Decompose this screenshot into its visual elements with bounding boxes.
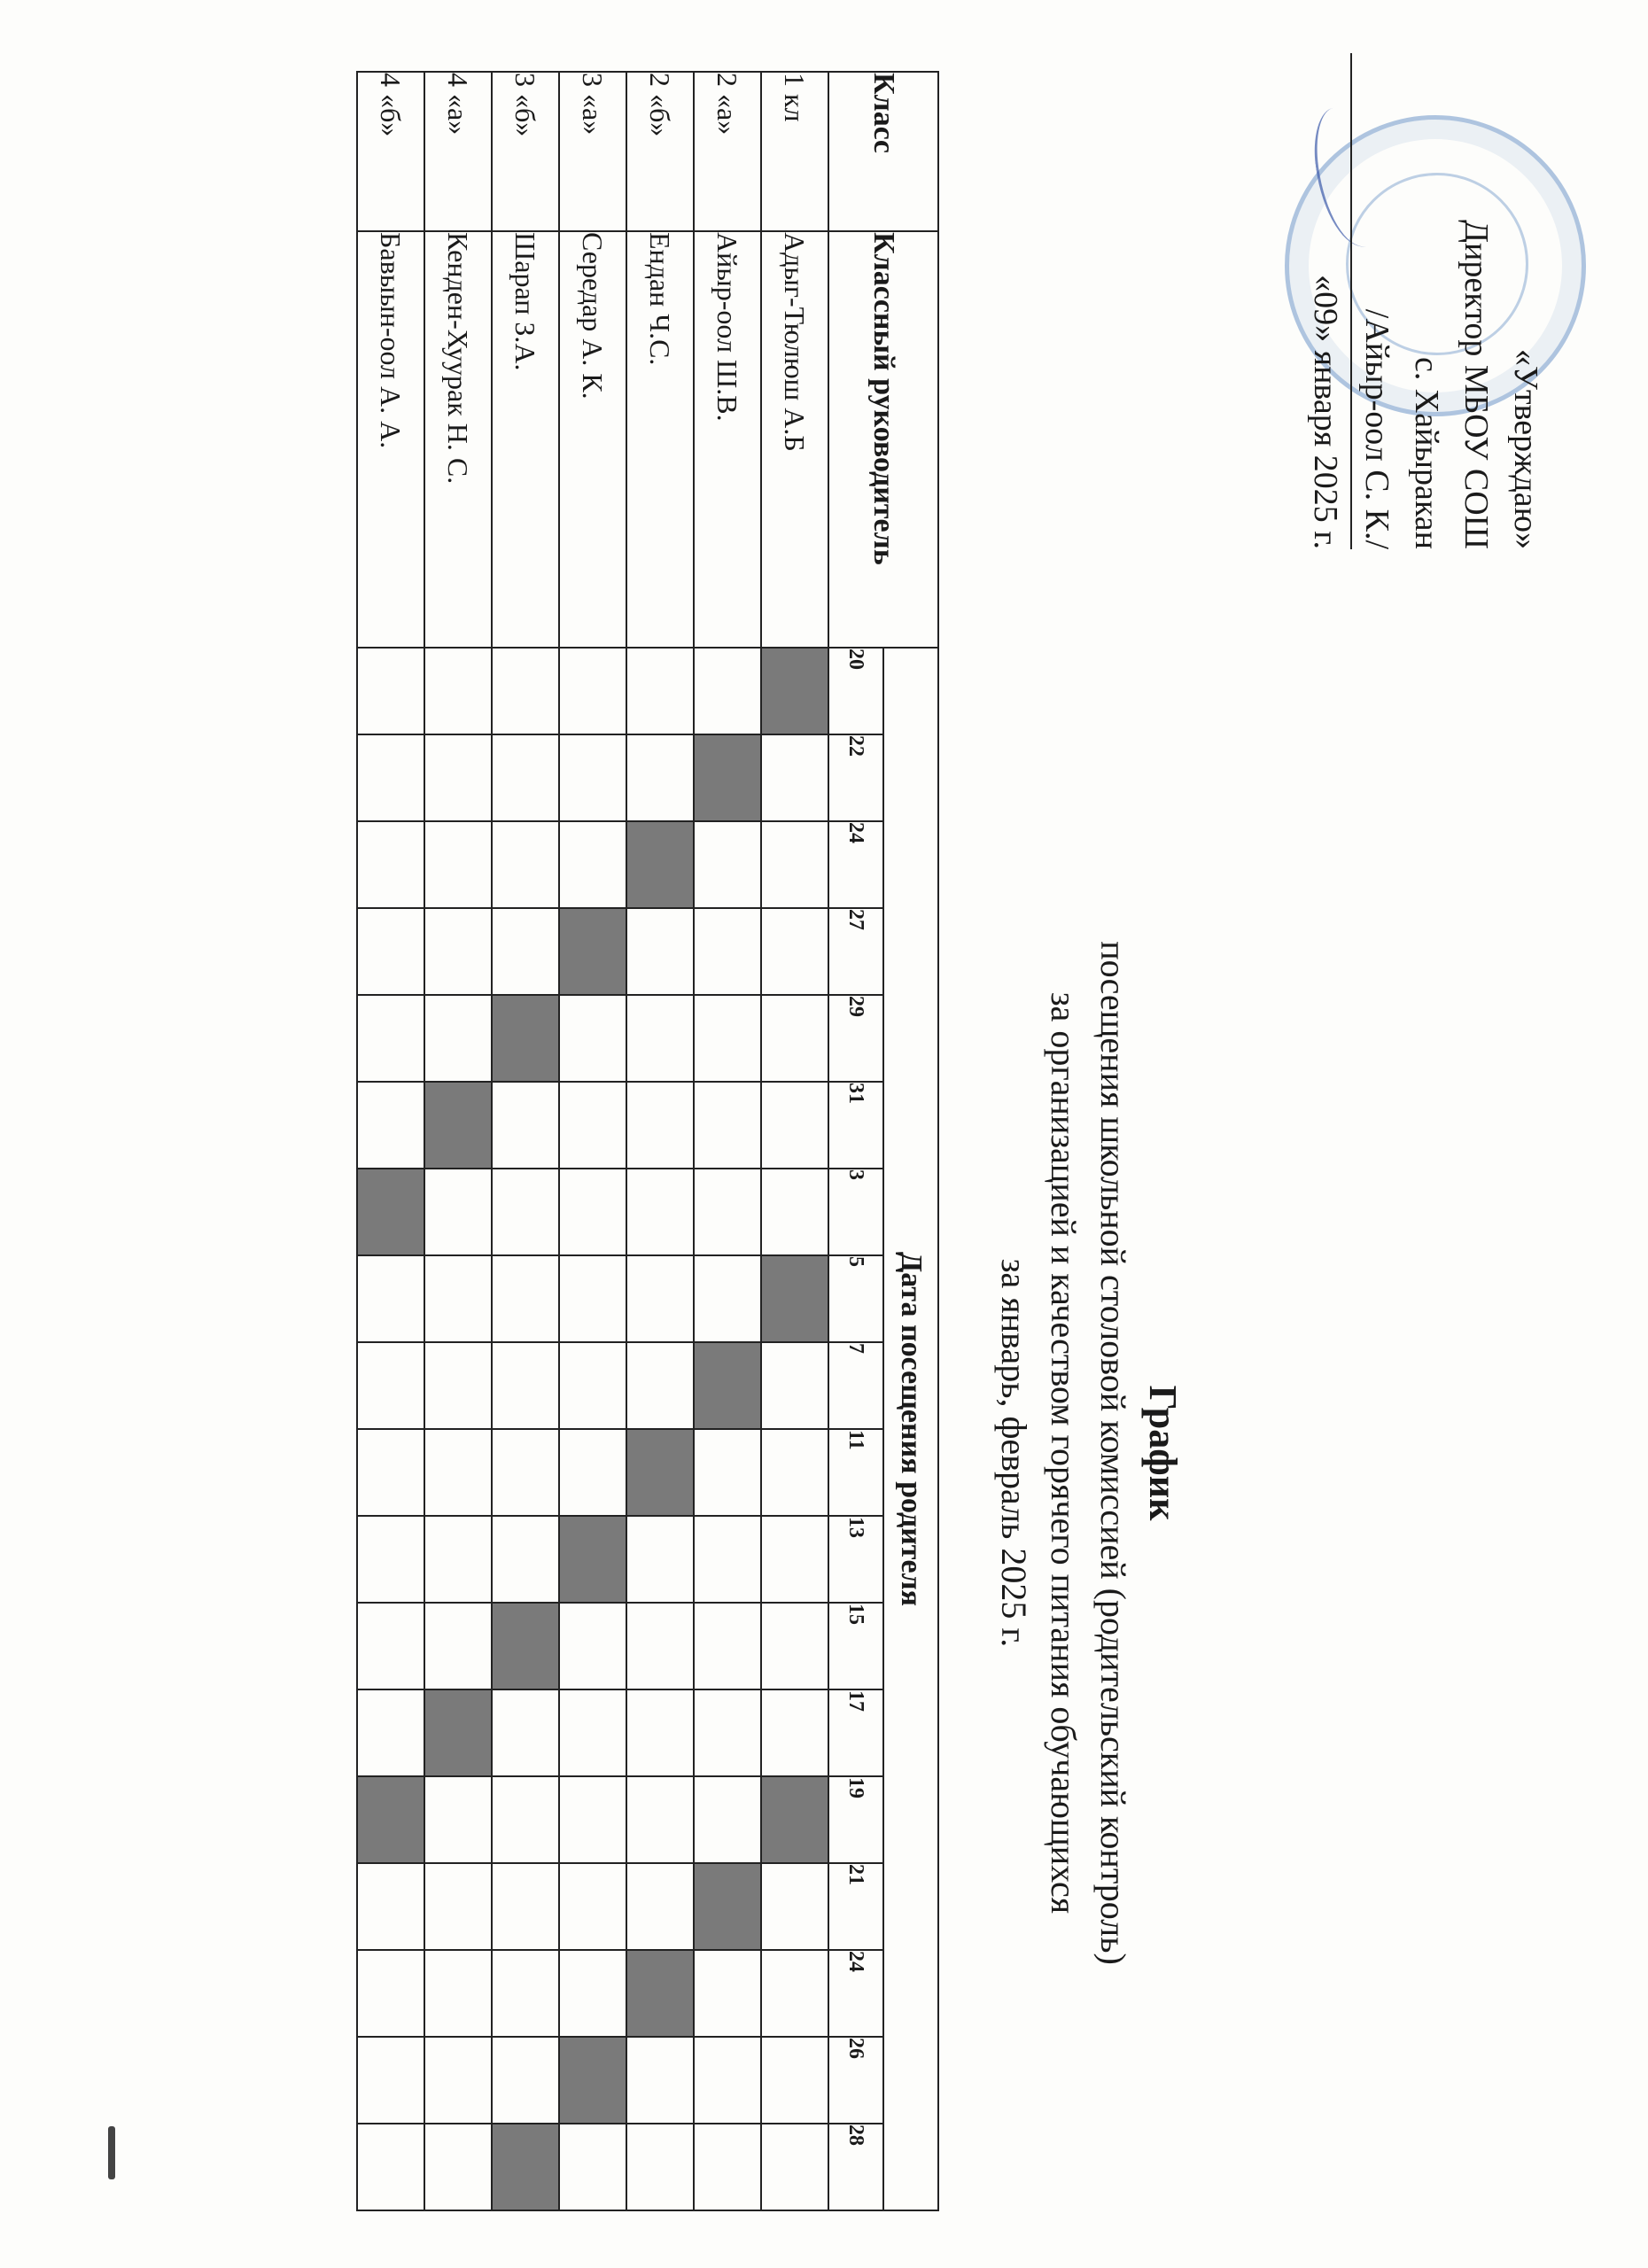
visit-cell: [492, 1776, 559, 1863]
day-header: 17: [828, 1689, 883, 1776]
approval-date: «09» января 2025 г.: [1307, 275, 1344, 549]
visit-cell: [357, 734, 424, 821]
visit-cell-shaded: [492, 2124, 559, 2210]
visit-cell: [761, 1516, 828, 1603]
visit-cell: [424, 908, 492, 995]
visit-cell: [357, 2124, 424, 2210]
visit-cell: [357, 1689, 424, 1776]
visit-cell: [424, 1342, 492, 1429]
visit-cell: [424, 1603, 492, 1689]
visit-cell: [761, 1082, 828, 1169]
approval-block: [1301, 53, 1551, 549]
visit-cell: [357, 995, 424, 1082]
visit-cell-shaded: [626, 1429, 694, 1516]
visit-cell-shaded: [761, 1255, 828, 1342]
visit-cell: [492, 1429, 559, 1516]
day-header: 24: [828, 821, 883, 908]
day-header: 15: [828, 1603, 883, 1689]
visit-cell-shaded: [357, 1169, 424, 1255]
visit-cell: [424, 1169, 492, 1255]
visit-cell: [492, 648, 559, 734]
visit-cell: [626, 1516, 694, 1603]
day-header: 20: [828, 648, 883, 734]
class-cell: 1 кл: [761, 72, 828, 231]
day-header: 21: [828, 1863, 883, 1950]
visit-cell: [424, 1516, 492, 1603]
visit-cell: [424, 1776, 492, 1863]
visit-cell: [492, 1082, 559, 1169]
visit-cell: [694, 1603, 761, 1689]
header-teacher: Классный руководитель: [828, 231, 938, 648]
class-cell: 3 «б»: [492, 72, 559, 231]
visit-cell: [559, 1776, 626, 1863]
visit-cell-shaded: [761, 648, 828, 734]
visit-cell: [626, 648, 694, 734]
approval-line: Директор МБОУ СОШ: [1458, 220, 1495, 549]
visit-cell: [626, 1863, 694, 1950]
visit-cell: [694, 2037, 761, 2124]
table-row: [761, 72, 828, 2210]
visit-cell: [626, 908, 694, 995]
approval-line: «Утверждаю»: [1507, 349, 1544, 549]
teacher-cell: Ендан Ч.С.: [626, 231, 694, 648]
visit-cell: [357, 1255, 424, 1342]
visit-cell: [694, 821, 761, 908]
class-cell: 4 «б»: [357, 72, 424, 231]
visit-cell: [424, 1863, 492, 1950]
class-cell: 3 «а»: [559, 72, 626, 231]
visit-cell: [357, 821, 424, 908]
visit-cell-shaded: [492, 995, 559, 1082]
visit-cell: [424, 1255, 492, 1342]
visit-cell: [694, 1950, 761, 2037]
visit-cell-shaded: [694, 1863, 761, 1950]
title-line: за январь, февраль 2025 г.: [994, 1258, 1034, 1648]
visit-cell: [694, 1689, 761, 1776]
day-header: 11: [828, 1429, 883, 1516]
visit-cell-shaded: [492, 1603, 559, 1689]
visit-cell: [761, 734, 828, 821]
day-header: 24: [828, 1950, 883, 2037]
day-header: 22: [828, 734, 883, 821]
visit-cell: [492, 1516, 559, 1603]
visit-cell: [626, 1082, 694, 1169]
visit-cell: [761, 821, 828, 908]
visit-cell-shaded: [559, 2037, 626, 2124]
visit-cell: [761, 908, 828, 995]
teacher-cell: Айыр-оол Ш.В.: [694, 231, 761, 648]
visit-cell: [559, 1950, 626, 2037]
visit-cell: [761, 1950, 828, 2037]
visit-cell: [492, 1863, 559, 1950]
teacher-cell: Адыг-Тюлюш А.Б: [761, 231, 828, 648]
visit-cell: [357, 2037, 424, 2124]
visit-cell: [626, 1342, 694, 1429]
approval-signature-line: /Айыр-оол С. К./: [1350, 53, 1402, 549]
visit-cell: [424, 1950, 492, 2037]
visit-cell: [559, 734, 626, 821]
visit-cell: [424, 995, 492, 1082]
header-class: Класс: [828, 72, 938, 231]
visit-cell: [492, 1169, 559, 1255]
visit-cell: [357, 648, 424, 734]
visit-cell: [694, 2124, 761, 2210]
visit-cell: [626, 1603, 694, 1689]
header-dates: Дата посещения родителя: [883, 648, 938, 2210]
visit-cell: [492, 1689, 559, 1776]
visit-cell: [424, 2124, 492, 2210]
visit-cell: [761, 2124, 828, 2210]
visit-cell: [694, 1169, 761, 1255]
table-row: [424, 72, 492, 2210]
visit-cell: [694, 908, 761, 995]
visit-cell: [559, 1342, 626, 1429]
paper-clip-icon: [108, 2126, 115, 2179]
visit-cell: [761, 1429, 828, 1516]
visit-cell: [492, 908, 559, 995]
visit-cell: [424, 1429, 492, 1516]
table-row: [626, 72, 694, 2210]
visit-cell-shaded: [626, 821, 694, 908]
table-row: [492, 72, 559, 2210]
visit-cell: [492, 821, 559, 908]
visit-cell: [761, 1169, 828, 1255]
visit-cell: [424, 734, 492, 821]
approval-line: с. Хайыракан: [1408, 357, 1445, 549]
visit-cell: [424, 648, 492, 734]
visit-cell: [559, 1689, 626, 1776]
visit-cell: [694, 1776, 761, 1863]
class-cell: 2 «б»: [626, 72, 694, 231]
class-cell: 2 «а»: [694, 72, 761, 231]
visit-cell: [492, 734, 559, 821]
visit-cell: [694, 1516, 761, 1603]
day-header: 3: [828, 1169, 883, 1255]
visit-cell: [559, 1603, 626, 1689]
day-header: 7: [828, 1342, 883, 1429]
visit-cell: [761, 1863, 828, 1950]
visit-cell: [626, 1689, 694, 1776]
visit-cell: [357, 1863, 424, 1950]
visit-cell: [626, 2124, 694, 2210]
class-cell: 4 «а»: [424, 72, 492, 231]
visit-cell: [626, 995, 694, 1082]
visit-cell: [492, 1342, 559, 1429]
visit-cell: [357, 908, 424, 995]
visit-cell: [424, 821, 492, 908]
visit-cell-shaded: [626, 1950, 694, 2037]
visit-cell-shaded: [424, 1082, 492, 1169]
teacher-cell: Середар А. К.: [559, 231, 626, 648]
visit-cell: [694, 1429, 761, 1516]
table-row: [694, 72, 761, 2210]
title-line: за организацией и качеством горячего питания обучающихся: [1044, 991, 1084, 1915]
visit-cell: [357, 1603, 424, 1689]
visit-cell: [357, 1082, 424, 1169]
visit-cell: [492, 1255, 559, 1342]
day-header: 31: [828, 1082, 883, 1169]
document-title: [989, 744, 1187, 2162]
visit-cell: [761, 1603, 828, 1689]
title-heading: График: [1141, 1385, 1185, 1521]
day-header: 27: [828, 908, 883, 995]
visit-cell: [626, 2037, 694, 2124]
visit-cell: [626, 1169, 694, 1255]
visit-cell-shaded: [357, 1776, 424, 1863]
visit-cell: [424, 2037, 492, 2124]
visit-cell: [357, 1950, 424, 2037]
visit-cell: [626, 1255, 694, 1342]
visit-cell: [694, 1082, 761, 1169]
visit-cell: [626, 1776, 694, 1863]
day-header: 28: [828, 2124, 883, 2210]
visit-cell: [761, 1689, 828, 1776]
visit-cell: [357, 1429, 424, 1516]
teacher-cell: Кенден-Хуурак Н. С.: [424, 231, 492, 648]
teacher-cell: Бавыын-оол А. А.: [357, 231, 424, 648]
visit-cell: [492, 2037, 559, 2124]
visit-cell: [559, 821, 626, 908]
day-header: 26: [828, 2037, 883, 2124]
visit-cell-shaded: [761, 1776, 828, 1863]
visit-cell: [626, 734, 694, 821]
visit-cell: [559, 1169, 626, 1255]
visit-cell-shaded: [694, 1342, 761, 1429]
visit-cell: [559, 2124, 626, 2210]
day-header: 19: [828, 1776, 883, 1863]
visit-cell: [492, 1950, 559, 2037]
day-header: 13: [828, 1516, 883, 1603]
visit-cell: [761, 995, 828, 1082]
visit-cell: [559, 1255, 626, 1342]
visit-cell: [559, 1863, 626, 1950]
visit-cell: [694, 648, 761, 734]
visit-cell-shaded: [424, 1689, 492, 1776]
teacher-cell: Шарап З.А.: [492, 231, 559, 648]
visit-cell: [694, 1255, 761, 1342]
visit-cell: [761, 2037, 828, 2124]
day-header: 5: [828, 1255, 883, 1342]
visit-cell: [694, 995, 761, 1082]
visit-cell-shaded: [559, 1516, 626, 1603]
visit-cell: [357, 1516, 424, 1603]
table-row: [357, 72, 424, 2210]
visit-cell: [559, 1082, 626, 1169]
visit-cell: [559, 1429, 626, 1516]
visit-cell: [559, 995, 626, 1082]
day-header: 29: [828, 995, 883, 1082]
visit-cell: [559, 648, 626, 734]
title-line: посещения школьной столовой комиссией (родительский контроль): [1093, 941, 1133, 1965]
visit-cell: [761, 1342, 828, 1429]
schedule-table: [356, 71, 939, 2211]
table-row: [559, 72, 626, 2210]
visit-cell: [357, 1342, 424, 1429]
visit-cell-shaded: [694, 734, 761, 821]
visit-cell-shaded: [559, 908, 626, 995]
